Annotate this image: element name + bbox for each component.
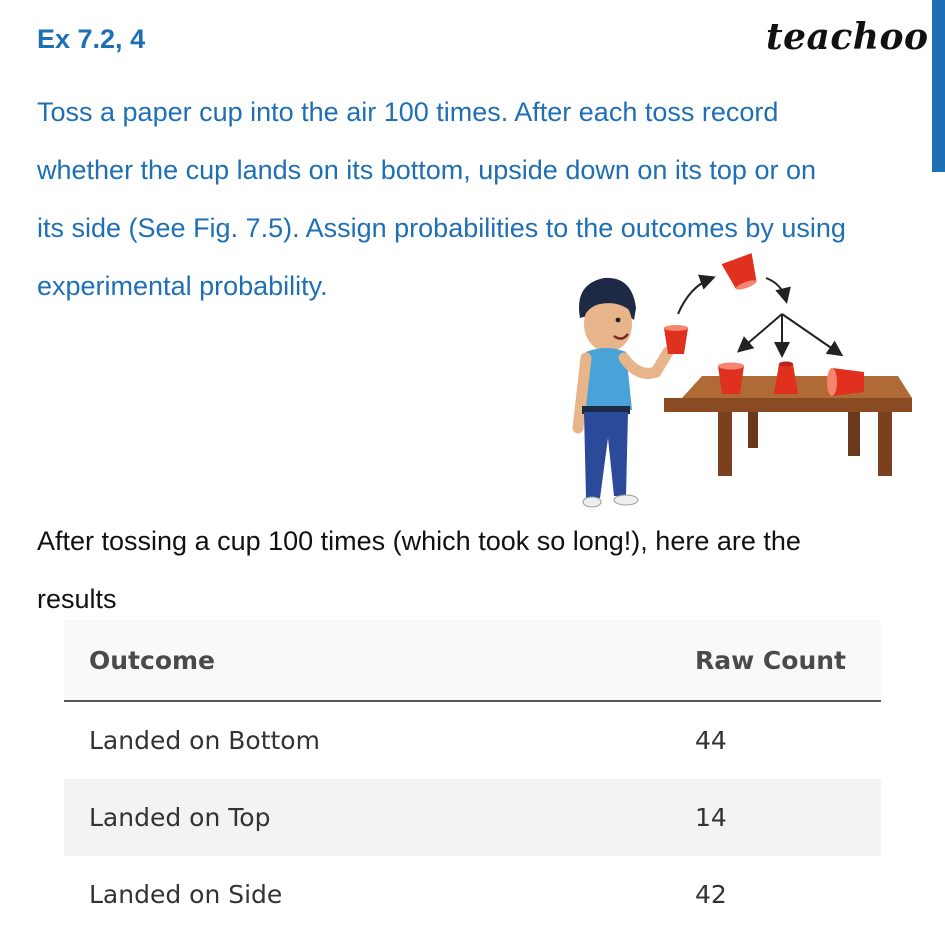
table-cell-count: 44 [695, 726, 727, 755]
scrollbar-thumb[interactable] [932, 0, 945, 172]
table-header-row [64, 620, 881, 701]
table-row [64, 779, 881, 856]
question-line: its side (See Fig. 7.5). Assign probabilities to the outcomes by using [37, 213, 846, 243]
results-table [64, 620, 881, 933]
question-line: Toss a paper cup into the air 100 times. After each toss record [37, 97, 779, 127]
table-cell-outcome: Landed on Side [89, 880, 283, 909]
cup-top [774, 364, 798, 394]
table-cell-count: 14 [695, 779, 881, 856]
cup-toss-illustration [560, 248, 920, 523]
header-outcome: Outcome [64, 620, 695, 701]
answer-text [37, 512, 907, 628]
teachoo-logo[interactable]: teachoo [766, 16, 929, 58]
answer-line: After tossing a cup 100 times (which took so long!), here are the [37, 526, 801, 556]
cup-in-hand [664, 328, 688, 354]
arrow-up [678, 278, 712, 314]
table-cell-outcome: Landed on Bottom [89, 726, 320, 755]
header-raw-count: Raw Count [695, 620, 881, 701]
table-cell-outcome: Landed on Top [64, 779, 695, 856]
question-line: whether the cup lands on its bottom, upside down on its top or on [37, 155, 816, 185]
boy-figure [578, 278, 668, 507]
question-line: experimental probability. [37, 271, 328, 301]
table-row [64, 856, 881, 933]
cup-bottom [718, 366, 744, 394]
arrow-down [766, 278, 786, 300]
table-row [64, 701, 881, 779]
table-cell-count: 42 [695, 880, 727, 909]
exercise-title: Ex 7.2, 4 [37, 24, 146, 54]
answer-line: results [37, 584, 117, 614]
flying-cup [722, 253, 763, 293]
